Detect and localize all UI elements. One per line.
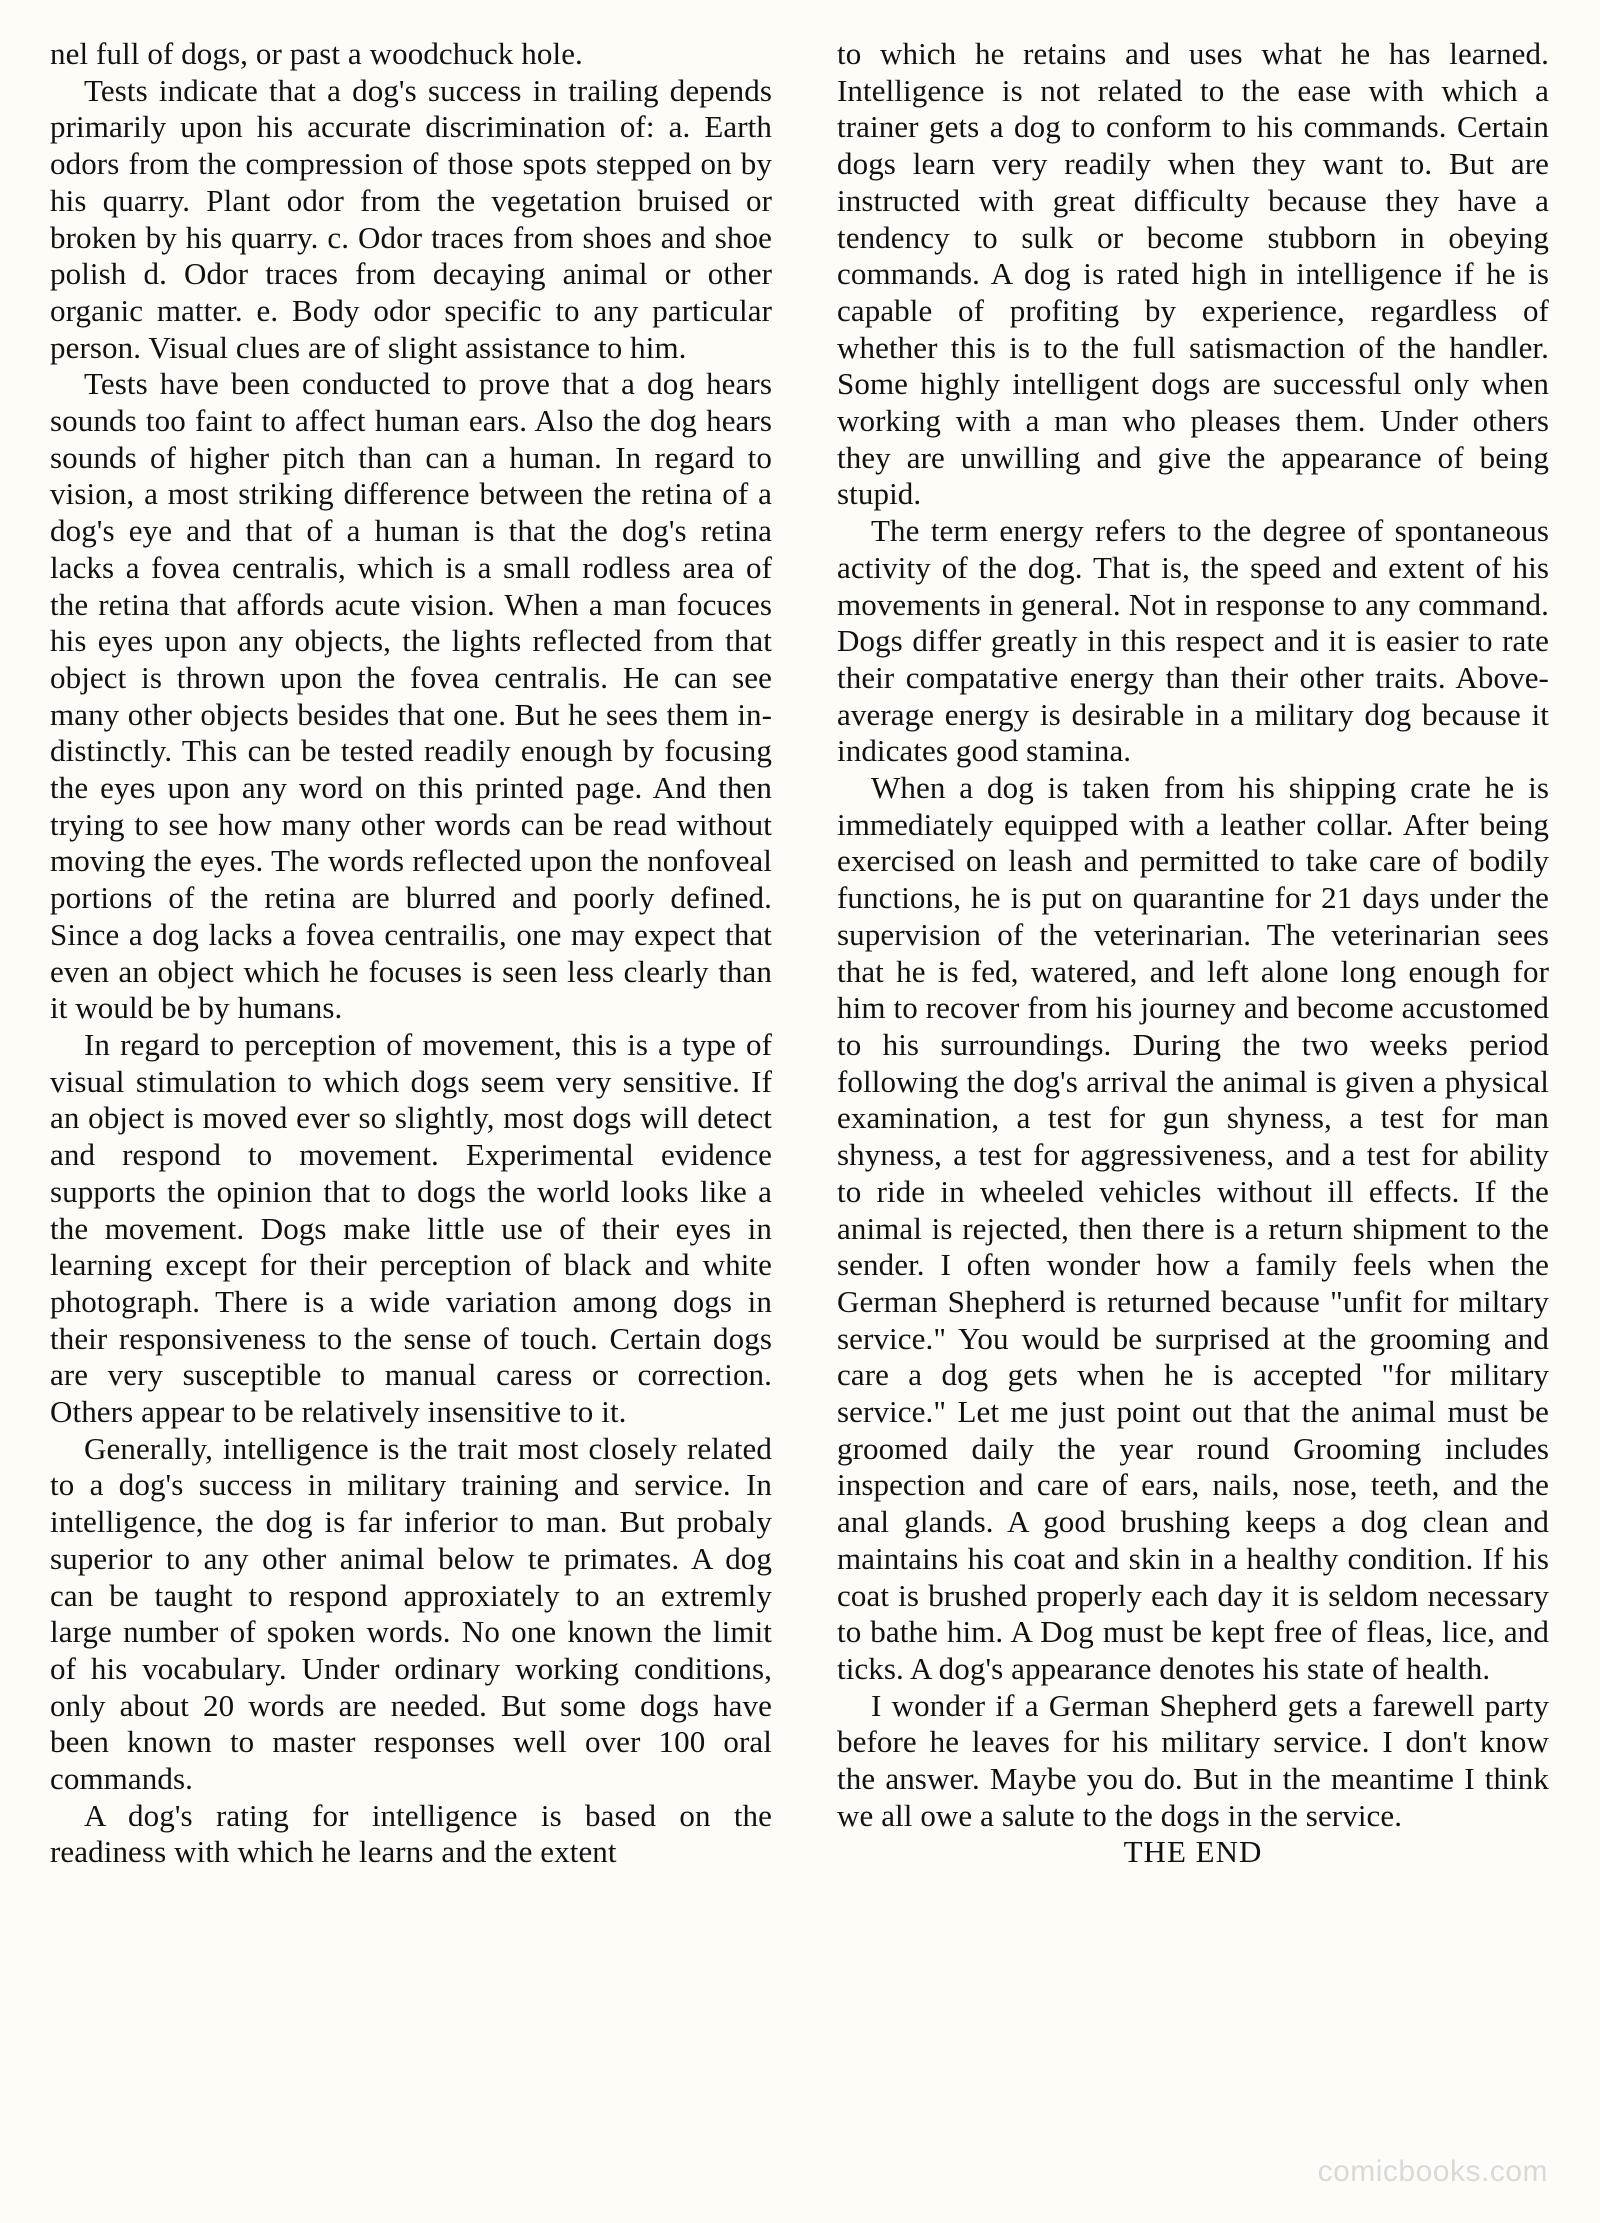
paragraph-rating: A dog's rating for intelligence is based on the readiness with which he learns and the extent bbox=[50, 1797, 772, 1870]
paragraph-movement: In regard to perception of movement, this is a type of visual stimulation to which dogs seem very sensitive. If an object is moved ever so slightly, most dogs will detect and respond to movement. Experimental evidence supports the opinion that to dogs the world looks like a the movement. Dogs make little use of their eyes in learning except for their perception of black and white photograph. There is a wide variation among dogs in their responsiveness to the sense of touch. Certain dogs are very susceptible to manual caress or correction. Others appear to be relatively insensitive to it. bbox=[50, 1026, 772, 1430]
paragraph-rating-continued: to which he retains and uses what he has learned. Intelligence is not related to the ease with which a trainer gets a dog to conform to his commands. Certain dogs learn very readily when they want to. But are instructed with great difficulty because they have a tendency to sulk or become stubborn in obeying commands. A dog is rated high in intelligence if he is capable of profiting by experience, regardless of whether this is to the full satismaction of the handler. Some highly intelligent dogs are successful only when working with a man who pleases them. Under others they are unwilling and give the appearance of being stupid. bbox=[837, 36, 1549, 512]
paragraph-intelligence: Generally, intelligence is the trait most closely related to a dog's success in military training and service. In intelligence, the dog is far inferior to man. But probaly superior to any other animal below te primates. A dog can be taught to respond approxiately to an extremly large number of spoken words. No one known the limit of his vocabulary. Under ordinary working conditions, only about 20 words are needed. But some dogs have been known to master responses well over 100 oral commands. bbox=[50, 1430, 772, 1797]
paragraph-farewell: I wonder if a German Shepherd gets a farewell party before he leaves for his military service. I don't know the answer. Maybe you do. But in the meantime I think we all owe a salute to the dogs in the service. bbox=[837, 1687, 1549, 1833]
site-watermark: comicbooks.com bbox=[1317, 2155, 1548, 2188]
paragraph-energy: The term energy refers to the degree of spontaneous activity of the dog. That is, the speed and extent of his movements in general. Not in response to any command. Dogs differ greatly in this respect and it is easier to rate their compatative energy than their other traits. Above-average energy is desirable in a military dog because it indicates good stamina. bbox=[837, 513, 1549, 769]
paragraph-shipping-crate: When a dog is taken from his shipping crate he is immediately equipped with a leather collar. After being exercised on leash and permitted to take care of bodily functions, he is put on quarantine for 21 days under the supervision of the veterinarian. The veterinarian sees that he is fed, watered, and left alone long enough for him to recover from his journey and become accustomed to his surroundings. During the two weeks period following the dog's arrival the animal is given a physical examination, a test for gun shyness, a test for man shyness, a test for aggressiveness, and a test for ability to ride in wheeled vehicles without ill effects. If the animal is rejected, then there is a return shipment to the sender. I often wonder how a family feels when the German Shepherd is returned because "unfit for miltary service." You would be surprised at the grooming and care a dog gets when he is accepted "for military service." Let me just point out that the animal must be groomed daily the year round Grooming includes inspection and care of ears, nails, nose, teeth, and the anal glands. A good brushing keeps a dog clean and maintains his coat and skin in a healthy condition. If his coat is brushed properly each day it is seldom necessary to bathe him. A Dog must be kept free of fleas, lice, and ticks. A dog's appearance denotes his state of health. bbox=[837, 770, 1549, 1686]
paragraph-trailing: Tests indicate that a dog's success in trailing depends primarily upon his accurate discrimination of: a. Earth odors from the compression of those spots stepped on by his quarry. Plant odor from the vegetation bruised or broken by his quarry. c. Odor traces from shoes and shoe polish d. Odor traces from decaying animal or other organic matter. e. Body odor specific to any particular person. Visual clues are of slight assistance to him. bbox=[50, 72, 772, 365]
right-text-column bbox=[837, 36, 1549, 1871]
paragraph-hearing-vision: Tests have been conducted to prove that a dog hears sounds too faint to affect human ears. Also the dog hears sounds of higher pitch than can a human. In regard to vision, a most striking difference between the retina of a dog's eye and that of a human is that the dog's retina lacks a fovea centralis, which is a small rodless area of the retina that affords acute vision. When a man focuces his eyes upon any objects, the lights reflected from that object is thrown upon the fovea centralis. He can see many other objects besides that one. But he sees them indistinctly. This can be tested readily enough by focusing the eyes upon any word on this printed page. And then trying to see how many other words can be read without moving the eyes. The words reflected upon the nonfoveal portions of the retina are blurred and poorly defined. Since a dog lacks a fovea centrailis, one may expect that even an object which he focuses is seen less clearly than it would be by humans. bbox=[50, 366, 772, 1026]
paragraph-continuation: nel full of dogs, or past a woodchuck hole. bbox=[50, 36, 583, 71]
left-text-column bbox=[50, 36, 772, 1871]
the-end-label: THE END bbox=[1123, 1834, 1263, 1870]
